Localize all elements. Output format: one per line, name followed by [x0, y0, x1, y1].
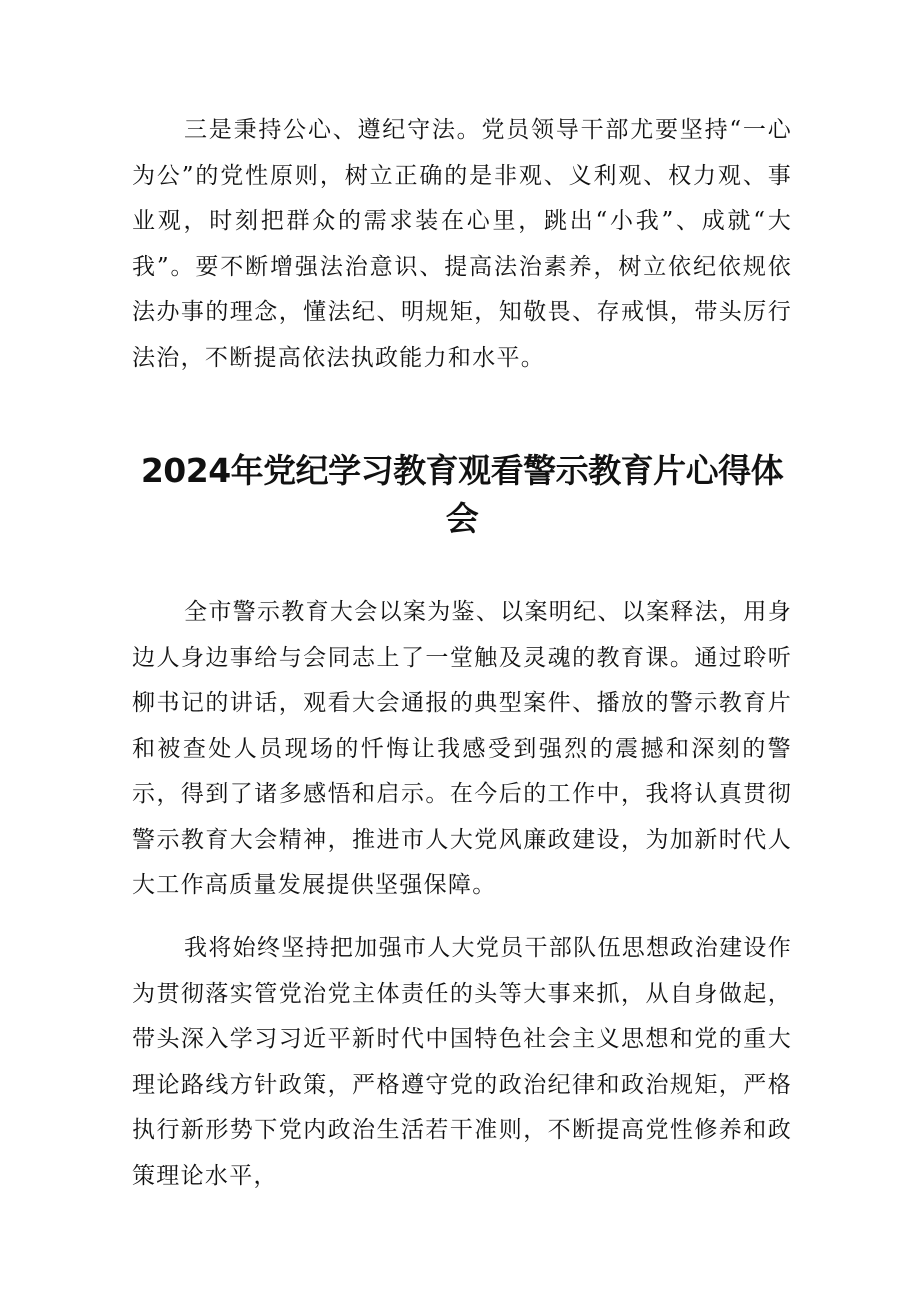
body-paragraph-2: 全市警示教育大会以案为鉴、以案明纪、以案释法，用身边人身边事给与会同志上了一堂触及灵魂的教育课。通过聆听柳书记的讲话，观看大会通报的典型案件、播放的警示教育片和被查处人员现场的忏悔让我感受到强烈的震撼和深刻的警示，得到了诸多感悟和启示。在今后的工作中，我将认真贯彻警示教育大会精神，推进市人大党风廉政建设，为加新时代人大工作高质量发展提供坚强保障。 — [132, 599, 792, 898]
document-title: 2024年党纪学习教育观看警示教育片心得体会 — [140, 451, 784, 538]
body-paragraph-3: 我将始终坚持把加强市人大党员干部队伍思想政治建设作为贯彻落实管党治党主体责任的头等大事来抓，从自身做起，带头深入学习习近平新时代中国特色社会主义思想和党的重大理论路线方针政策，严格遵守党的政治纪律和政治规矩，严格执行新形势下党内政治生活若干准则，不断提高党性修养和政策理论水平， — [132, 935, 792, 1189]
body-paragraph-1: 三是秉持公心、遵纪守法。党员领导干部尤要坚持“一心为公”的党性原则，树立正确的是非观、义利观、权力观、事业观，时刻把群众的需求装在心里，跳出“小我”、成就“大我”。要不断增强法治意识、提高法治素养，树立依纪依规依法办事的理念，懂法纪、明规矩，知敬畏、存戒惧，带头厉行法治，不断提高依法执政能力和水平。 — [132, 117, 792, 371]
